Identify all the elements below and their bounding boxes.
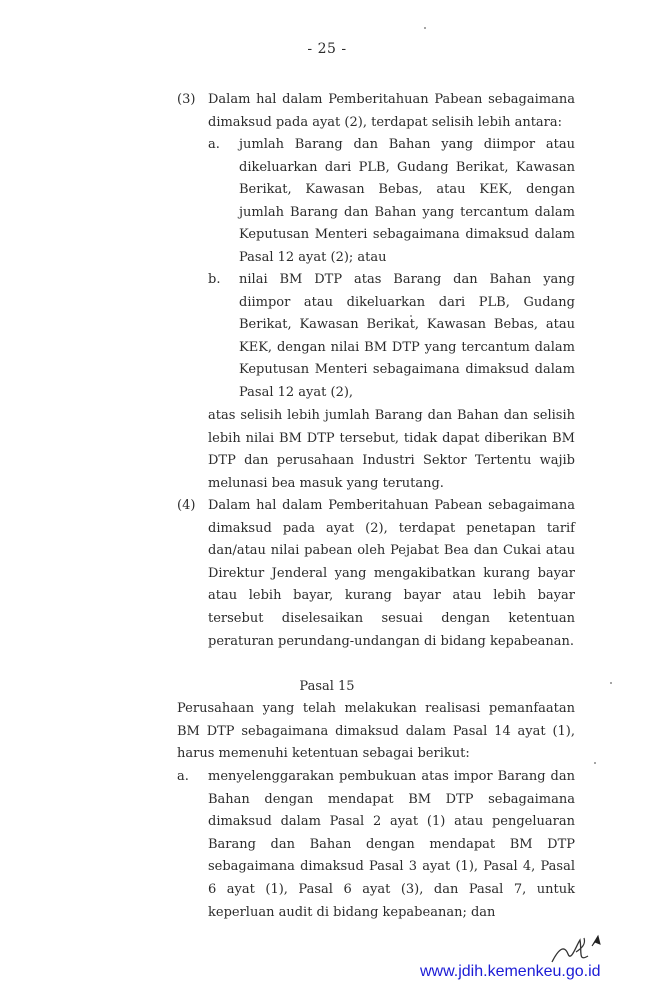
item-3-sub-a-number: a. (208, 137, 220, 152)
scan-speck (594, 762, 596, 764)
scan-speck (610, 682, 612, 684)
page-number: - 25 - (307, 41, 347, 57)
pasal-15-intro: Perusahaan yang telah melakukan realisasi pemanfaatan BM DTP sebagaimana dimaksud dalam Pasal 14 ayat (1), harus memenuhi ketentuan sebagai berikut: (177, 701, 575, 762)
item-3-number: (3) (177, 92, 196, 107)
pasal-15-sub-a-number: a. (177, 769, 189, 784)
item-4-text: Dalam hal dalam Pemberitahuan Pabean sebagaimana dimaksud pada ayat (2), terdapat penetapan tarif dan/atau nilai pabean oleh Pejabat Bea dan Cukai atau Direktur Jenderal yang mengakibatkan kurang bayar atau lebih bayar, kurang bayar atau lebih bayar tersebut diselesaikan sesuai dengan ketentuan peraturan perundang-undangan di bidang kepabeanan. (208, 498, 575, 649)
item-3-sub-a-text: jumlah Barang dan Bahan yang diimpor atau dikeluarkan dari PLB, Gudang Berikat, Kawasan Berikat, Kawasan Bebas, atau KEK, dengan jumlah Barang dan Bahan yang tercantum dalam Keputusan Menteri sebagaimana dimaksud dalam Pasal 12 ayat (2); atau (239, 137, 575, 265)
scan-speck (424, 27, 426, 29)
item-3-intro: Dalam hal dalam Pemberitahuan Pabean sebagaimana dimaksud pada ayat (2), terdapat selisih lebih antara: (208, 92, 575, 130)
item-3-closing: atas selisih lebih jumlah Barang dan Bahan dan selisih lebih nilai BM DTP tersebut, tidak dapat diberikan BM DTP dan perusahaan Industri Sektor Tertentu wajib melunasi bea masuk yang terutang. (208, 408, 575, 491)
pasal-15-sub-a-text: menyelenggarakan pembukuan atas impor Barang dan Bahan dengan mendapat BM DTP sebagaimana dimaksud dalam Pasal 2 ayat (1) atau pengeluaran Barang dan Bahan dengan mendapat BM DTP sebagaimana dimaksud Pasal 3 ayat (1), Pasal 4, Pasal 6 ayat (1), Pasal 6 ayat (3), dan Pasal 7, untuk keperluan audit di bidang kepabeanan; dan (208, 769, 575, 920)
scan-speck (410, 315, 412, 317)
item-3-sub-b-text: nilai BM DTP atas Barang dan Bahan yang diimpor atau dikeluarkan dari PLB, Gudang Berikat, Kawasan Berikat, Kawasan Bebas, atau KEK, dengan nilai BM DTP yang tercantum dalam Keputusan Menteri sebagaimana dimaksud dalam Pasal 12 ayat (2), (239, 272, 575, 400)
item-3-sub-b-number: b. (208, 272, 221, 287)
item-4-number: (4) (177, 498, 196, 513)
footer-url-link[interactable]: www.jdih.kemenkeu.go.id (420, 963, 601, 980)
pasal-15-title: Pasal 15 (299, 679, 355, 694)
